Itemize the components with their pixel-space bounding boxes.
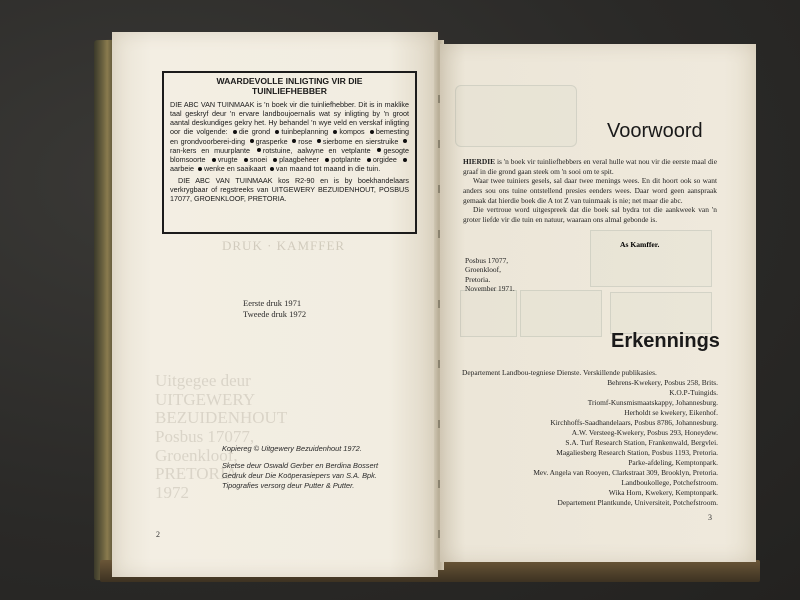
info-box-intro (170, 100, 409, 174)
bullet-icon (403, 158, 407, 162)
credits-printer: Gedruk deur Die Koöperasiepers van S.A. Bpk. (222, 470, 377, 480)
erkennings-item: Kirchhoffs-Saadhandelaars, Posbus 8786, Johannesburg. (550, 417, 718, 427)
voorwoord-body (463, 157, 717, 224)
show-through-block: Uitgegee deur UITGEWERY BEZUIDENHOUT Posbus 17077, Groenkloof, PRETORIA 1972 (155, 371, 288, 503)
topic: aarbeie (170, 164, 194, 174)
topic: snoei (249, 155, 267, 165)
erkennings-item: Wika Horn, Kwekery, Kemptonpark. (608, 487, 718, 497)
page-number-left: 2 (156, 530, 160, 539)
topic: rose (298, 136, 313, 146)
topic: maand in die tuin. (323, 164, 381, 174)
show-through-illustration (520, 290, 602, 337)
bullet-icon (367, 158, 371, 162)
erkennings-list (462, 368, 718, 508)
info-box-title-line2: TUINLIEFHEBBER (252, 85, 327, 96)
bullet-icon (270, 167, 274, 171)
intro-text: DIE ABC VAN TUINMAAK is 'n boek vir die tuinliefhebber. Dit is in maklike taal geskryf deur 'n ervare landboujoernalis wat sy inligting by 'n groot aantal deskundiges gekry het. Hy behandel 'n wye veld en verskaf inligting oor die volgende: (170, 99, 409, 137)
info-box-title-line1: WAARDEVOLLE INLIGTING VIR DIE (216, 76, 363, 86)
show-through-illustration (590, 230, 712, 287)
topic: grasperke (255, 136, 288, 146)
address-line: Pretoria. (465, 274, 491, 284)
topic: ding (231, 136, 245, 146)
erkennings-item: K.O.P-Tuingids. (669, 387, 718, 397)
erkennings-item: Departement Landbou-tegniese Dienste. Verskillende publikasies. (462, 368, 657, 377)
address-line: Posbus 17077, (465, 256, 509, 265)
credits-sketches: Sketse deur Oswald Gerber en Berdina Bossert (222, 461, 379, 470)
topic: plaagbeheer (279, 155, 320, 165)
author-address (465, 256, 515, 294)
bullet-icon (250, 139, 254, 143)
erkennings-item: Parke-afdeling, Kemptonpark. (628, 457, 718, 467)
bullet-icon (377, 148, 381, 152)
credits-block (222, 461, 378, 491)
credits-typography: Tipografies versorg deur Putter & Putter. (222, 480, 355, 490)
erkennings-item: Departement Plantkunde, Universiteit, Potchefstroom. (557, 497, 718, 507)
bullet-icon (292, 139, 296, 143)
topic: van maand tot (275, 164, 322, 174)
bullet-icon (212, 158, 216, 162)
edition-first: Eerste druk 1971 (243, 298, 302, 308)
copyright: Kopiereg © Uitgewery Bezuidenhout 1972. (222, 444, 362, 453)
erkennings-item: S.A. Turf Research Station, Frankenwald, Bergvlei. (565, 437, 718, 447)
bullet-icon (198, 167, 202, 171)
erkennings-item: Behrens-Kwekery, Posbus 258, Brits. (607, 377, 718, 387)
erkennings-item: Magaliesberg Research Station, Posbus 1193, Pretoria. (556, 447, 718, 457)
bullet-icon (333, 130, 337, 134)
bullet-icon (325, 158, 329, 162)
erkennings-item: Landboukollege, Potchefstroom. (621, 477, 718, 487)
bullet-icon (370, 130, 374, 134)
topic: die grond (238, 127, 271, 137)
topic: rotstuine, aalwyne en vetplante (262, 145, 371, 155)
bullet-icon (275, 130, 279, 134)
info-box-title (170, 77, 409, 97)
voorwoord-paragraph: Waar twee tuiniers gesels, sal daar twee menings wees. En dit hoort ook so want anders sou ons tuine ontstellend presies eenders wees. Daar word geen aanspraak gemaak dat hierdie boek die A tot Z van tuinmaak is nie; net maar die abc. (463, 176, 717, 205)
topic: potplante (331, 155, 361, 165)
voorwoord-lead: HIERDIE (463, 157, 496, 166)
voorwoord-p1: is 'n boek vir tuinliefhebbers en veral hulle wat nou vir die eerste maal die graaf in die grond gaan steek om 'n sooi om te spit. (463, 157, 717, 176)
topic: vrugte (217, 155, 238, 165)
bullet-icon (403, 139, 407, 143)
show-through-illustration (610, 292, 712, 334)
topic: tuinbeplanning (281, 127, 329, 137)
topic: wenke en saaikaart (203, 164, 266, 174)
edition-second: Tweede druk 1972 (243, 309, 307, 320)
voorwoord-heading: Voorwoord (607, 120, 703, 142)
bullet-icon (317, 139, 321, 143)
erkennings-item: Mev. Angela van Rooyen, Clarkstraat 309, Brooklyn, Pretoria. (533, 467, 718, 477)
show-through-text: DRUK · KAMFFER (222, 238, 346, 253)
erkennings-item: A.W. Versteeg-Kwekery, Posbus 293, Honeydew. (571, 427, 718, 437)
author-signature: As Kamffer. (620, 240, 660, 249)
info-box-price: DIE ABC VAN TUINMAAK kos R2-90 en is by boekhandelaars verkrygbaar of regstreeks van UITGEWERY BEZUIDENHOUT, POSBUS 17077, GROENKLOOF, PRETORIA. (170, 175, 409, 203)
topic: kers en muurplante (182, 145, 251, 155)
edition-block (243, 298, 306, 321)
bullet-icon (273, 158, 277, 162)
topic: blomsoorte (170, 155, 206, 165)
topic: orgidee (372, 155, 397, 165)
show-through-illustration (460, 290, 517, 337)
topic: bemesting en grondvoorberei- (170, 127, 409, 146)
erkennings-heading: Erkennings (611, 330, 720, 352)
voorwoord-paragraph: Die vertroue word uitgespreek dat die boek sal bydra tot die aankweek van 'n groter liefde vir die tuin en natuur, waaraan ons almal gebonde is. (463, 205, 717, 224)
page-number-right: 3 (708, 513, 712, 522)
info-box (162, 71, 417, 234)
bullet-icon (257, 148, 261, 152)
voorwoord-paragraph (463, 157, 717, 176)
topic: kompos (339, 127, 365, 137)
address-line: Groenkloof, (465, 265, 501, 275)
bullet-icon (233, 130, 237, 134)
topic: sierbome en sierstruike (322, 136, 399, 146)
bullet-icon (244, 158, 248, 162)
topic: ran- (170, 145, 183, 155)
address-line: November 1971. (465, 284, 515, 294)
erkennings-item: Triomf-Kunsmismaatskappy, Johannesburg. (587, 397, 718, 407)
show-through-illustration (455, 85, 577, 147)
erkennings-item: Herholdt se kwekery, Eikenhof. (624, 407, 718, 417)
topic: gesogte (383, 145, 410, 155)
